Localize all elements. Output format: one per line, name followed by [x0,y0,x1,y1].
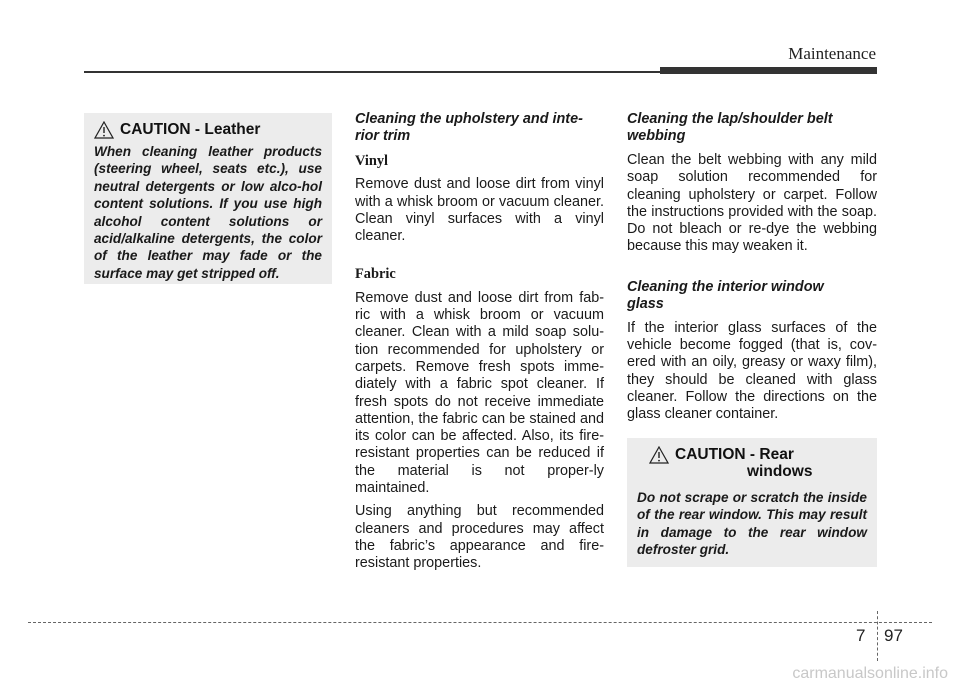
fabric-text: Remove dust and loose dirt from fab-ric with a whisk broom or vacuum cleaner. Clean with a mild soap solu-tion recommended for upholstery or carpets. Remove fresh spots imme-diately with a fabric spot cleaner. If fresh spots do not receive immediate attention, the fabric can be stained and its color can be affected. Also, its fire-resistant properties can be reduced if the material is not proper-ly maintained. [355,289,604,497]
vinyl-text: Remove dust and loose dirt from vinyl with a whisk broom or vacuum cleaner. Clean vinyl surfaces with a vinyl cleaner. [355,176,604,245]
glass-text: If the interior glass surfaces of the vehicle become fogged (that is, cov-ered with an oily, greasy or waxy film), they should be cleaned with glass cleaner. Follow the directions on the glass cleaner container. [627,319,877,423]
footer-rule [28,622,932,623]
fabric-text-2: Using anything but recommended cleaners and procedures may affect the fabric’s appearance and fire-resistant properties. [355,503,604,572]
page-number: 97 [884,626,903,645]
caution-leather-header [94,121,322,139]
caution-rear-text: Do not scrape or scratch the inside of the rear window. This may result in damage to the rear window defroster grid. [637,490,867,558]
upholstery-heading [355,111,604,145]
warning-icon [94,121,114,139]
page-number-separator [877,611,878,661]
caution-leather-title: CAUTION - Leather [120,121,261,138]
caution-leather-text: When cleaning leather products (steering wheel, seats etc.), use neutral detergents or low alco-hol content solutions. If you use high alcohol content solutions or acid/alkaline detergents, the color of the leather may fade or the surface may get stripped off. [94,144,322,281]
caution-rear-box [627,438,877,567]
caution-rear-title-line2: windows [747,463,813,480]
caution-leather-box [84,113,332,284]
glass-heading [627,279,877,313]
header-rule-accent [660,67,877,74]
glass-heading-line2: glass [627,295,664,312]
caution-rear-title-line1: CAUTION - Rear [675,446,794,463]
chapter-number: 7 [856,626,866,645]
belt-heading-line1: Cleaning the lap/shoulder belt [627,111,833,127]
glass-heading-line1: Cleaning the interior window [627,278,824,295]
upholstery-heading-line2: rior trim [355,128,411,144]
caution-rear-header [649,446,867,480]
warning-icon [649,446,669,464]
belt-section [627,111,877,424]
vinyl-heading: Vinyl [355,153,389,169]
caution-rear-title [675,446,812,480]
fabric-heading: Fabric [355,266,396,283]
section-title: Maintenance [788,44,876,63]
upholstery-section [355,111,604,573]
watermark-site: carmanualsonline.info [792,665,948,682]
header-rule [84,71,660,73]
upholstery-heading-line1: Cleaning the upholstery and inte- [355,111,583,127]
belt-text: Clean the belt webbing with any mild soap solution recommended for cleaning upholstery or carpet. Follow the instructions provided with the soap. Do not bleach or re-dye the webbing because this may weaken it. [627,152,877,255]
belt-heading [627,111,877,145]
belt-heading-line2: webbing [627,128,686,144]
